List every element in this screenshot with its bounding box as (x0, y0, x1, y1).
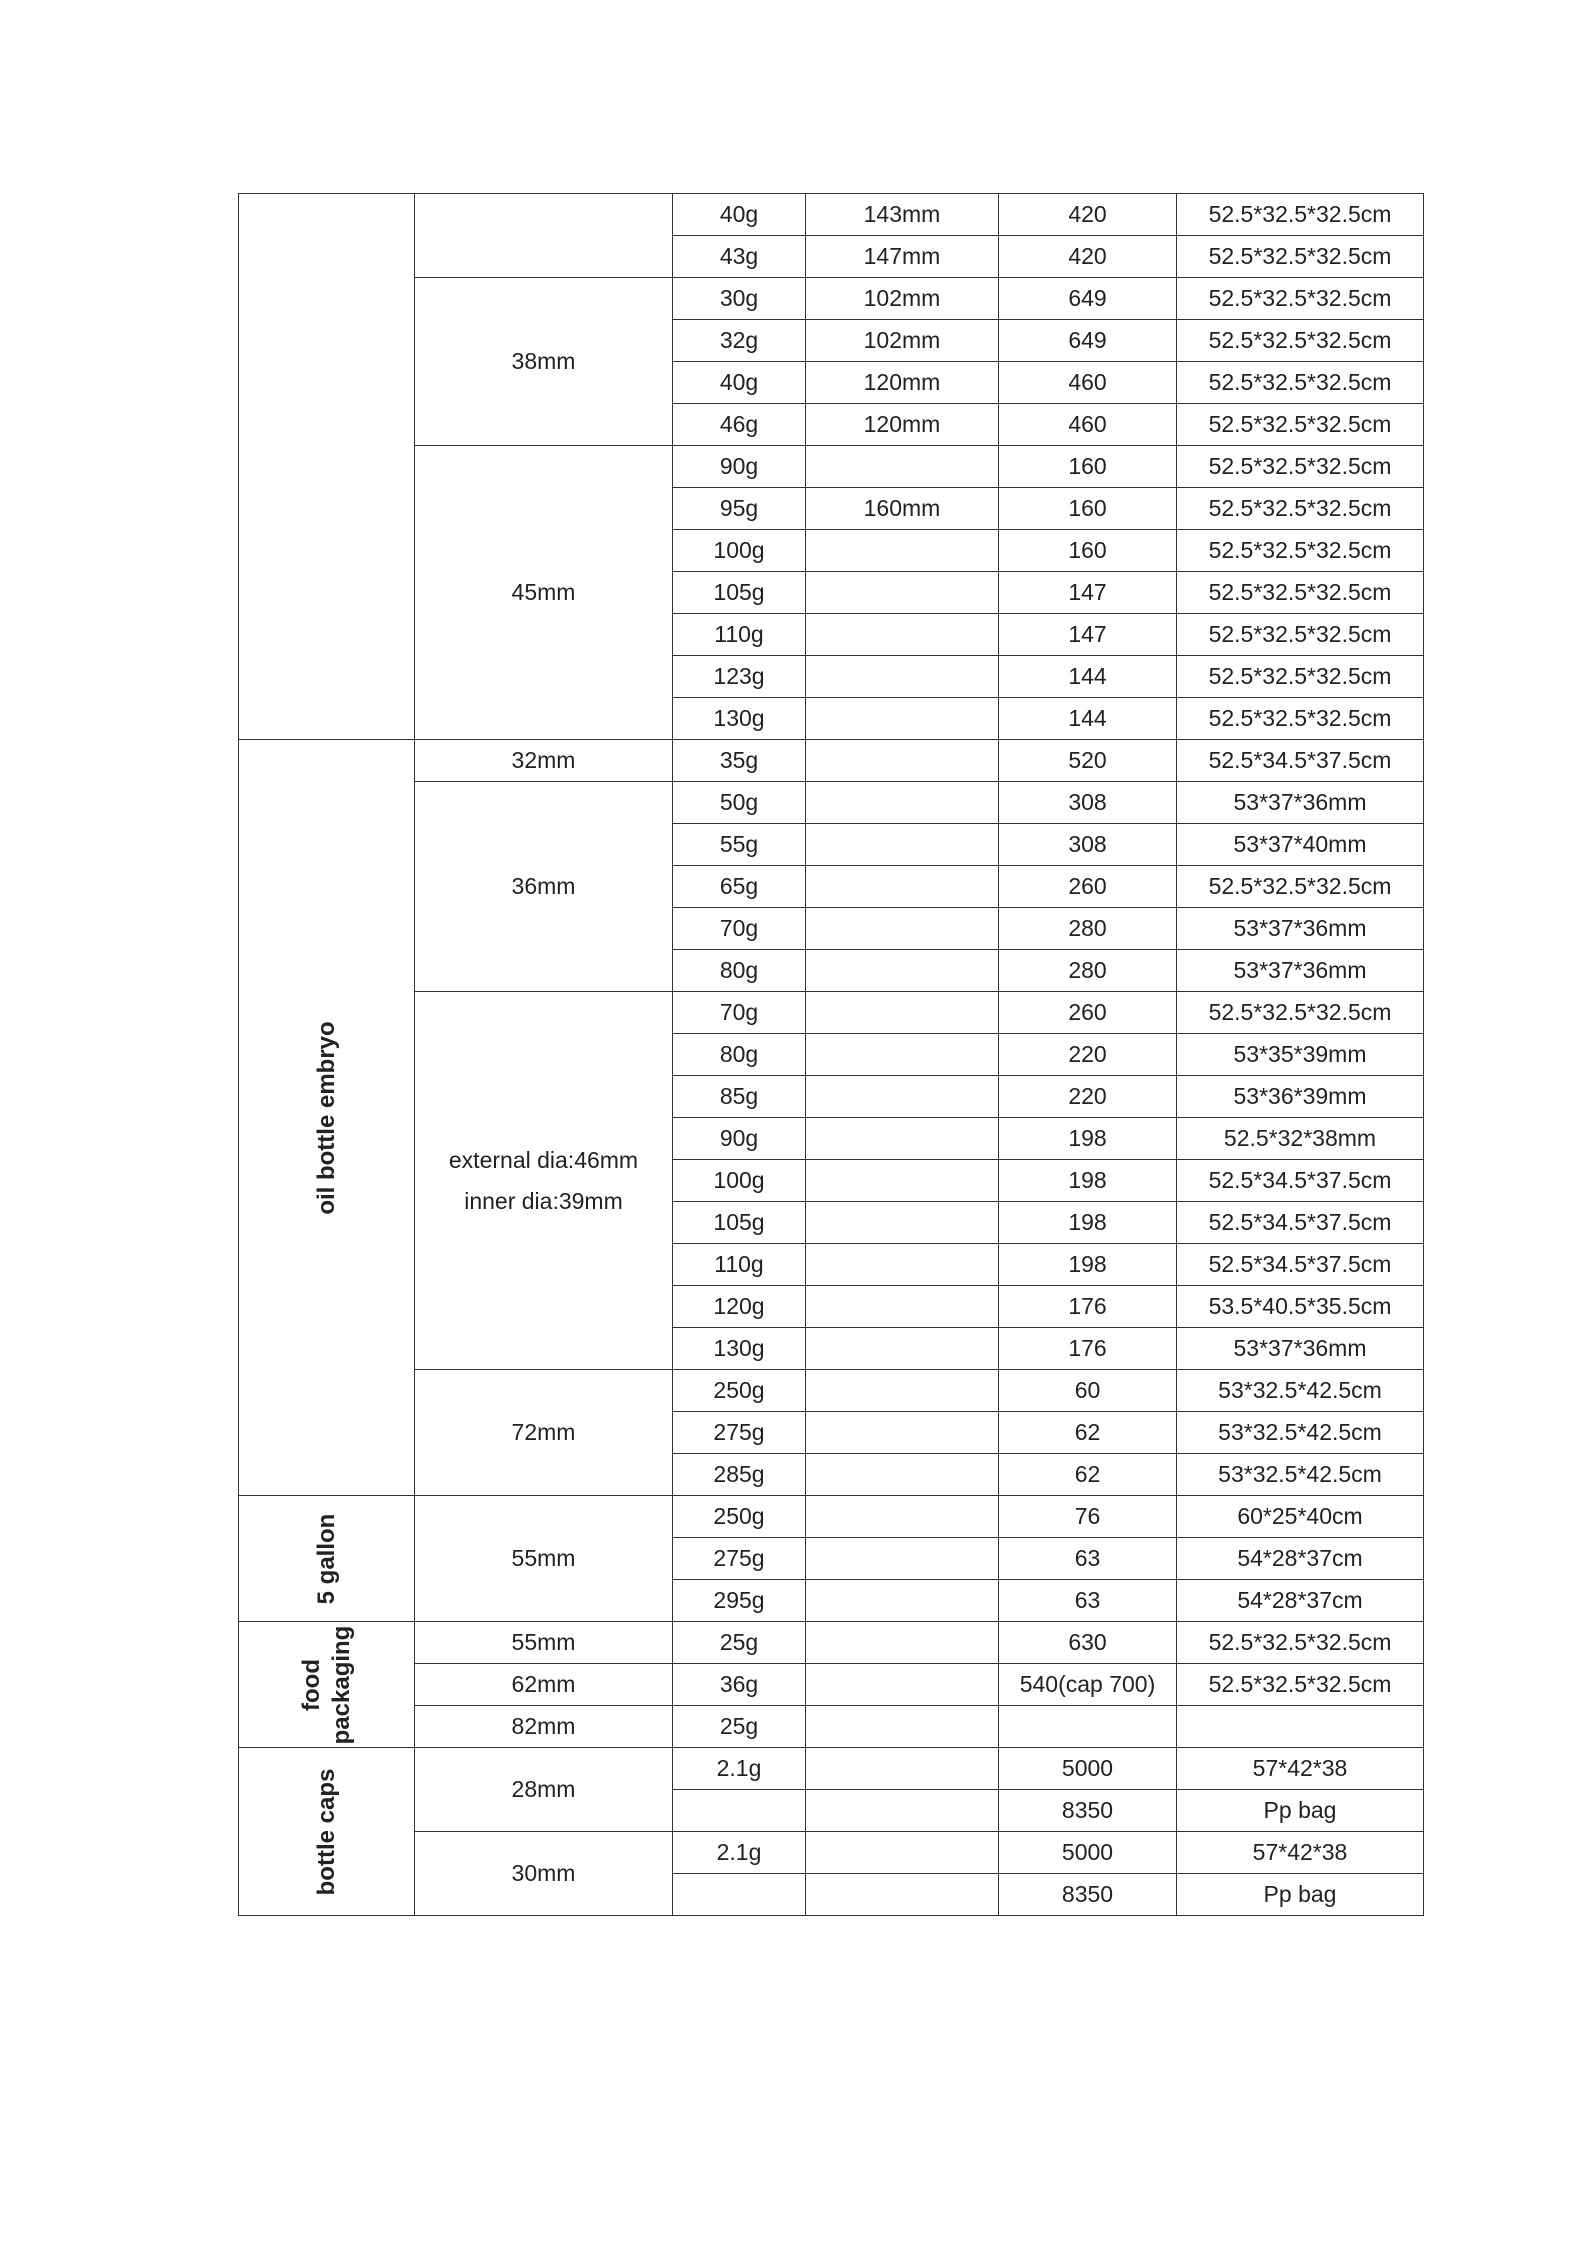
weight-cell: 70g (673, 908, 806, 950)
quantity-cell: 147 (999, 572, 1177, 614)
length-cell (806, 782, 999, 824)
carton-size-cell: 52.5*32.5*32.5cm (1177, 320, 1424, 362)
carton-size-cell: 52.5*32.5*32.5cm (1177, 488, 1424, 530)
weight-cell (673, 1874, 806, 1916)
quantity-cell: 198 (999, 1202, 1177, 1244)
length-cell (806, 1748, 999, 1790)
length-cell (806, 1832, 999, 1874)
weight-cell: 120g (673, 1286, 806, 1328)
neck-size-text: 32mm (511, 747, 576, 773)
category-food-packaging (239, 1622, 415, 1748)
weight-cell: 100g (673, 1160, 806, 1202)
table-row (239, 1706, 1424, 1748)
carton-size-cell: 52.5*34.5*37.5cm (1177, 1202, 1424, 1244)
length-cell (806, 1286, 999, 1328)
quantity-cell: 60 (999, 1370, 1177, 1412)
weight-cell: 65g (673, 866, 806, 908)
weight-cell: 55g (673, 824, 806, 866)
weight-cell: 36g (673, 1664, 806, 1706)
quantity-cell: 540(cap 700) (999, 1664, 1177, 1706)
quantity-cell: 198 (999, 1160, 1177, 1202)
weight-cell: 40g (673, 362, 806, 404)
category-label (312, 1768, 342, 1895)
weight-cell: 295g (673, 1580, 806, 1622)
quantity-cell: 144 (999, 656, 1177, 698)
quantity-cell: 176 (999, 1328, 1177, 1370)
weight-cell: 70g (673, 992, 806, 1034)
carton-size-cell: 52.5*32.5*32.5cm (1177, 614, 1424, 656)
quantity-cell: 63 (999, 1580, 1177, 1622)
neck-size-cell (415, 1370, 673, 1496)
weight-cell: 80g (673, 950, 806, 992)
length-cell (806, 1118, 999, 1160)
quantity-cell (999, 1706, 1177, 1748)
neck-size-text: 28mm (511, 1776, 576, 1802)
quantity-cell: 649 (999, 320, 1177, 362)
carton-size-cell: 52.5*32.5*32.5cm (1177, 698, 1424, 740)
weight-cell: 90g (673, 446, 806, 488)
length-cell (806, 1706, 999, 1748)
table-row (239, 1370, 1424, 1412)
table-row (239, 1496, 1424, 1538)
carton-size-cell: 60*25*40cm (1177, 1496, 1424, 1538)
neck-size-cell (415, 1748, 673, 1832)
neck-size-cell (415, 446, 673, 740)
neck-size-text: 45mm (511, 579, 576, 605)
length-cell (806, 1202, 999, 1244)
length-cell (806, 1874, 999, 1916)
carton-size-cell: 52.5*32.5*32.5cm (1177, 530, 1424, 572)
neck-size-text: 62mm (511, 1671, 576, 1697)
carton-size-cell: 52.5*34.5*37.5cm (1177, 740, 1424, 782)
length-cell (806, 1076, 999, 1118)
quantity-cell: 420 (999, 194, 1177, 236)
quantity-cell: 63 (999, 1538, 1177, 1580)
neck-size-cell (415, 1832, 673, 1916)
category-label (312, 1021, 342, 1214)
quantity-cell: 5000 (999, 1832, 1177, 1874)
quantity-cell: 630 (999, 1622, 1177, 1664)
quantity-cell: 160 (999, 530, 1177, 572)
length-cell: 120mm (806, 404, 999, 446)
neck-size-text: 55mm (511, 1545, 576, 1571)
carton-size-cell: 52.5*34.5*37.5cm (1177, 1160, 1424, 1202)
table-row (239, 446, 1424, 488)
quantity-cell: 8350 (999, 1874, 1177, 1916)
weight-cell: 285g (673, 1454, 806, 1496)
weight-cell: 110g (673, 614, 806, 656)
carton-size-cell: 52.5*32.5*32.5cm (1177, 362, 1424, 404)
carton-size-cell: 54*28*37cm (1177, 1580, 1424, 1622)
carton-size-cell: 53*32.5*42.5cm (1177, 1370, 1424, 1412)
weight-cell: 250g (673, 1496, 806, 1538)
weight-cell: 40g (673, 194, 806, 236)
quantity-cell: 460 (999, 404, 1177, 446)
length-cell (806, 1160, 999, 1202)
carton-size-cell: 52.5*32.5*32.5cm (1177, 1622, 1424, 1664)
carton-size-cell: 52.5*34.5*37.5cm (1177, 1244, 1424, 1286)
carton-size-cell: 52.5*32.5*32.5cm (1177, 1664, 1424, 1706)
quantity-cell: 160 (999, 446, 1177, 488)
neck-size-cell (415, 278, 673, 446)
weight-cell: 46g (673, 404, 806, 446)
carton-size-cell: 53*36*39mm (1177, 1076, 1424, 1118)
table-body (239, 194, 1424, 1916)
carton-size-cell: 53*37*36mm (1177, 782, 1424, 824)
length-cell (806, 1538, 999, 1580)
quantity-cell: 420 (999, 236, 1177, 278)
quantity-cell: 308 (999, 824, 1177, 866)
table-row (239, 740, 1424, 782)
length-cell (806, 530, 999, 572)
neck-size-cell (415, 992, 673, 1370)
table-row (239, 1748, 1424, 1790)
weight-cell: 100g (673, 530, 806, 572)
carton-size-cell: 53*37*36mm (1177, 908, 1424, 950)
weight-cell: 95g (673, 488, 806, 530)
category-label (312, 1513, 342, 1604)
length-cell: 102mm (806, 278, 999, 320)
quantity-cell: 198 (999, 1118, 1177, 1160)
quantity-cell: 260 (999, 992, 1177, 1034)
length-cell (806, 992, 999, 1034)
carton-size-cell: 57*42*38 (1177, 1832, 1424, 1874)
neck-size-text: external dia:46mm (448, 1146, 639, 1173)
quantity-cell: 649 (999, 278, 1177, 320)
length-cell (806, 572, 999, 614)
category-label-text: oil bottle embryo (312, 1020, 340, 1215)
length-cell (806, 1370, 999, 1412)
quantity-cell: 147 (999, 614, 1177, 656)
weight-cell: 105g (673, 1202, 806, 1244)
neck-size-text: 82mm (511, 1713, 576, 1739)
length-cell (806, 656, 999, 698)
table-row (239, 992, 1424, 1034)
table-row (239, 1664, 1424, 1706)
quantity-cell: 144 (999, 698, 1177, 740)
weight-cell: 43g (673, 236, 806, 278)
weight-cell: 275g (673, 1538, 806, 1580)
length-cell (806, 824, 999, 866)
table-row (239, 194, 1424, 236)
neck-size-text: 55mm (511, 1629, 576, 1655)
quantity-cell: 62 (999, 1412, 1177, 1454)
carton-size-cell: 54*28*37cm (1177, 1538, 1424, 1580)
neck-size-cell (415, 1496, 673, 1622)
carton-size-cell: 57*42*38 (1177, 1748, 1424, 1790)
weight-cell (673, 1790, 806, 1832)
length-cell (806, 908, 999, 950)
weight-cell: 130g (673, 1328, 806, 1370)
weight-cell: 90g (673, 1118, 806, 1160)
quantity-cell: 520 (999, 740, 1177, 782)
category-label-text: packaging (327, 1625, 355, 1744)
carton-size-cell: 52.5*32.5*32.5cm (1177, 278, 1424, 320)
quantity-cell: 62 (999, 1454, 1177, 1496)
carton-size-cell: Pp bag (1177, 1790, 1424, 1832)
neck-size-text: 38mm (511, 348, 576, 374)
length-cell: 102mm (806, 320, 999, 362)
category-label-text: 5 gallon (312, 1513, 340, 1604)
quantity-cell: 176 (999, 1286, 1177, 1328)
length-cell (806, 1790, 999, 1832)
neck-size-cell (415, 740, 673, 782)
carton-size-cell: 52.5*32.5*32.5cm (1177, 236, 1424, 278)
weight-cell: 32g (673, 320, 806, 362)
table-row (239, 278, 1424, 320)
quantity-cell: 76 (999, 1496, 1177, 1538)
quantity-cell: 280 (999, 950, 1177, 992)
carton-size-cell: 53*35*39mm (1177, 1034, 1424, 1076)
length-cell: 143mm (806, 194, 999, 236)
carton-size-cell: 53*37*40mm (1177, 824, 1424, 866)
quantity-cell: 198 (999, 1244, 1177, 1286)
category-bottle-caps (239, 1748, 415, 1916)
carton-size-cell: 53*37*36mm (1177, 950, 1424, 992)
carton-size-cell: 53*32.5*42.5cm (1177, 1412, 1424, 1454)
carton-size-cell: 52.5*32.5*32.5cm (1177, 404, 1424, 446)
quantity-cell: 5000 (999, 1748, 1177, 1790)
weight-cell: 30g (673, 278, 806, 320)
length-cell (806, 1580, 999, 1622)
weight-cell: 85g (673, 1076, 806, 1118)
length-cell (806, 1622, 999, 1664)
quantity-cell: 160 (999, 488, 1177, 530)
length-cell: 147mm (806, 236, 999, 278)
table-row (239, 1622, 1424, 1664)
length-cell (806, 698, 999, 740)
quantity-cell: 460 (999, 362, 1177, 404)
neck-size-text: 30mm (511, 1860, 576, 1886)
carton-size-cell: 53.5*40.5*35.5cm (1177, 1286, 1424, 1328)
carton-size-cell: 52.5*32.5*32.5cm (1177, 866, 1424, 908)
category-oil-bottle-embryo (239, 740, 415, 1496)
weight-cell: 2.1g (673, 1832, 806, 1874)
table-row (239, 1832, 1424, 1874)
weight-cell: 275g (673, 1412, 806, 1454)
carton-size-cell: 52.5*32.5*32.5cm (1177, 194, 1424, 236)
neck-size-cell (415, 1664, 673, 1706)
spec-table (238, 193, 1424, 1916)
length-cell (806, 614, 999, 656)
weight-cell: 25g (673, 1706, 806, 1748)
category-5-gallon (239, 1496, 415, 1622)
length-cell: 120mm (806, 362, 999, 404)
neck-size-cell (415, 194, 673, 278)
weight-cell: 105g (673, 572, 806, 614)
neck-size-text: 36mm (511, 873, 576, 899)
weight-cell: 250g (673, 1370, 806, 1412)
quantity-cell: 280 (999, 908, 1177, 950)
weight-cell: 25g (673, 1622, 806, 1664)
weight-cell: 130g (673, 698, 806, 740)
length-cell (806, 446, 999, 488)
quantity-cell: 220 (999, 1034, 1177, 1076)
carton-size-cell: Pp bag (1177, 1874, 1424, 1916)
weight-cell: 110g (673, 1244, 806, 1286)
quantity-cell: 220 (999, 1076, 1177, 1118)
neck-size-cell (415, 782, 673, 992)
neck-size-text: inner dia:39mm (464, 1187, 623, 1214)
length-cell (806, 1412, 999, 1454)
quantity-cell: 308 (999, 782, 1177, 824)
length-cell (806, 1454, 999, 1496)
carton-size-cell: 52.5*32.5*32.5cm (1177, 656, 1424, 698)
length-cell (806, 740, 999, 782)
carton-size-cell: 52.5*32*38mm (1177, 1118, 1424, 1160)
length-cell (806, 1244, 999, 1286)
neck-size-text: 72mm (511, 1419, 576, 1445)
neck-size-cell (415, 1706, 673, 1748)
carton-size-cell (1177, 1706, 1424, 1748)
length-cell (806, 866, 999, 908)
length-cell (806, 1664, 999, 1706)
carton-size-cell: 52.5*32.5*32.5cm (1177, 446, 1424, 488)
weight-cell: 2.1g (673, 1748, 806, 1790)
category-cell-continued (239, 194, 415, 740)
carton-size-cell: 53*37*36mm (1177, 1328, 1424, 1370)
category-label-text: food (297, 1658, 325, 1711)
length-cell (806, 950, 999, 992)
weight-cell: 35g (673, 740, 806, 782)
weight-cell: 50g (673, 782, 806, 824)
table-row (239, 782, 1424, 824)
length-cell (806, 1328, 999, 1370)
weight-cell: 123g (673, 656, 806, 698)
length-cell (806, 1034, 999, 1076)
carton-size-cell: 52.5*32.5*32.5cm (1177, 572, 1424, 614)
length-cell: 160mm (806, 488, 999, 530)
carton-size-cell: 52.5*32.5*32.5cm (1177, 992, 1424, 1034)
length-cell (806, 1496, 999, 1538)
weight-cell: 80g (673, 1034, 806, 1076)
quantity-cell: 260 (999, 866, 1177, 908)
carton-size-cell: 53*32.5*42.5cm (1177, 1454, 1424, 1496)
category-label (297, 1625, 357, 1744)
neck-size-cell (415, 1622, 673, 1664)
category-label-text: bottle caps (312, 1768, 340, 1895)
quantity-cell: 8350 (999, 1790, 1177, 1832)
